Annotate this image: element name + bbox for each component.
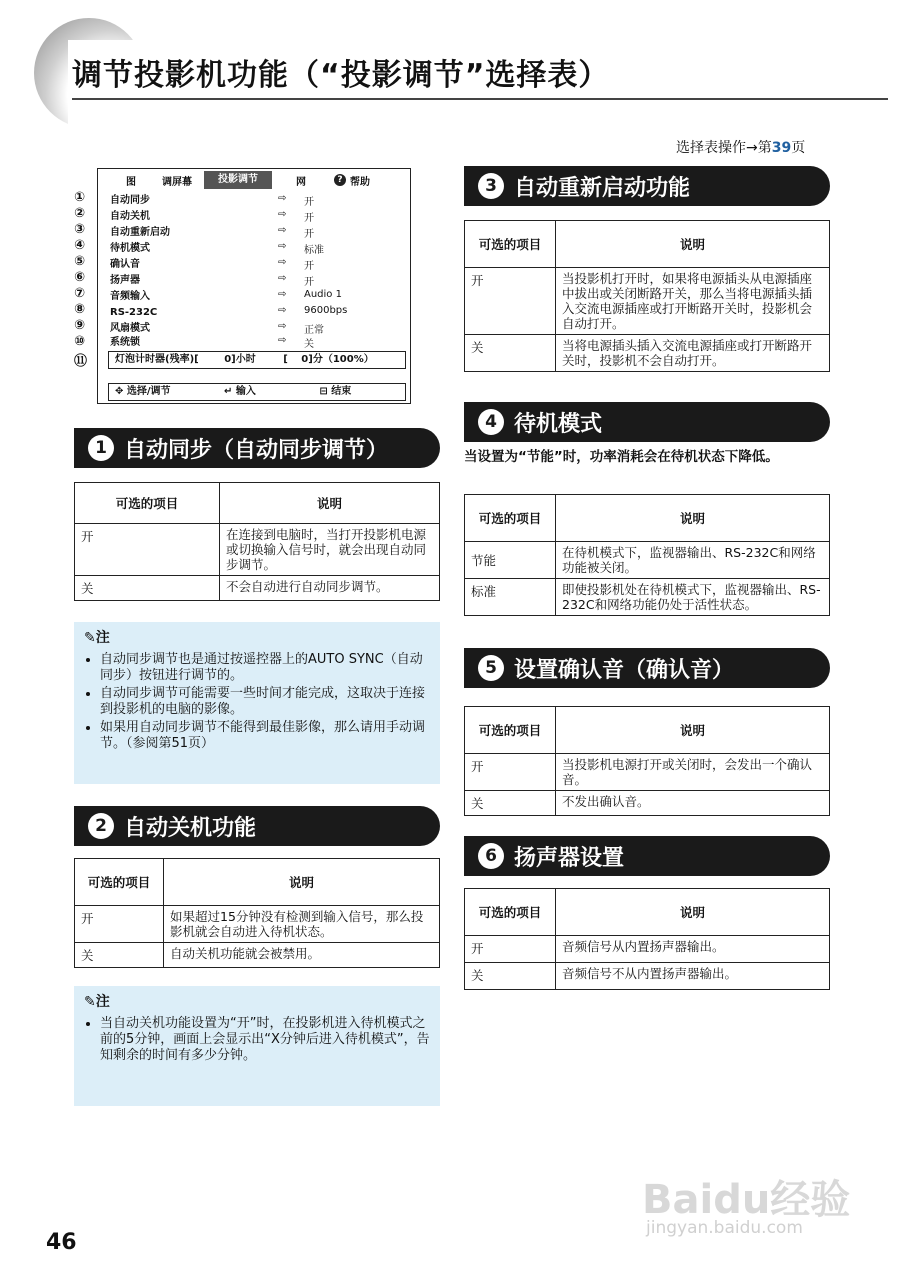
footer-end: 结束	[331, 386, 352, 397]
header-desc: 说明	[220, 483, 440, 524]
desc-cell: 在连接到电脑时，当打开投影机电源或切换输入信号时，就会出现自动同步调节。	[220, 524, 440, 576]
option-cell: 开	[465, 268, 556, 335]
table-auto-restart	[464, 220, 830, 372]
desc-cell: 自动关机功能就会被禁用。	[164, 943, 440, 968]
callout-10: ⑩	[74, 334, 86, 349]
note-heading	[84, 994, 430, 1010]
arrow-icon: ⇨	[278, 209, 287, 220]
menu-value: 开	[304, 277, 314, 288]
header-option: 可选的项目	[465, 221, 556, 268]
section-number: 4	[478, 409, 504, 435]
watermark-brand: Baidu经验	[642, 1177, 851, 1223]
menu-row-system-lock: 系统锁	[110, 337, 140, 348]
header-desc: 说明	[164, 859, 440, 906]
table-speaker	[464, 888, 830, 990]
arrow-icon: ⇨	[278, 241, 287, 252]
option-cell: 开	[75, 906, 164, 943]
callout-11: ⑪	[74, 354, 88, 369]
lamp-close: ）	[363, 354, 374, 365]
option-cell: 关	[75, 576, 220, 601]
tab-picture: 图	[126, 176, 136, 188]
section-title: 扬声器设置	[514, 845, 625, 871]
table-row	[465, 963, 830, 990]
table-row	[465, 579, 830, 616]
section-number: 6	[478, 843, 504, 869]
ref-prefix: 选择表操作	[676, 140, 746, 156]
watermark-url: jingyan.baidu.com	[646, 1218, 803, 1238]
lamp-timer-row	[108, 351, 406, 369]
header-desc: 说明	[556, 707, 830, 754]
lamp-percent: 100%	[332, 354, 364, 365]
standby-intro: 当设置为“节能”时，功率消耗会在待机状态下降低。	[464, 449, 779, 465]
lamp-mins-open: [	[283, 354, 288, 365]
section-heading-beep	[464, 648, 830, 688]
footer-enter: 输入	[235, 386, 256, 397]
desc-cell: 当投影机打开时，如果将电源插头从电源插座中拔出或关闭断路开关，那么当将电源插头插入交流电源插座或打开断路开关时，投影机会自动打开。	[556, 268, 830, 335]
option-cell: 开	[465, 754, 556, 791]
tab-screen-adjust: 调屏幕	[162, 176, 192, 188]
option-cell: 节能	[465, 542, 556, 579]
menu-screen-illustration	[97, 168, 411, 404]
table-row	[465, 542, 830, 579]
header-option: 可选的项目	[75, 859, 164, 906]
menu-row-fan-mode: 风扇模式	[110, 323, 150, 334]
note-box-auto-sync	[74, 622, 440, 784]
table-row	[465, 936, 830, 963]
arrow-icon: ⇨	[278, 257, 287, 268]
section-heading-standby-mode	[464, 402, 830, 442]
callout-3: ③	[74, 222, 86, 237]
callout-5: ⑤	[74, 254, 86, 269]
desc-cell: 在待机模式下，监视器输出、RS-232C和网络功能被关闭。	[556, 542, 830, 579]
desc-cell: 不会自动进行自动同步调节。	[220, 576, 440, 601]
table-header-row	[465, 889, 830, 936]
option-cell: 关	[465, 791, 556, 816]
table-auto-sync	[74, 482, 440, 601]
table-header-row	[465, 221, 830, 268]
arrow-icon: ⇨	[278, 273, 287, 284]
lamp-hours-unit: ]小时	[231, 354, 256, 365]
page-number: 46	[46, 1230, 77, 1255]
note-box-auto-power-off	[74, 986, 440, 1106]
table-row	[465, 754, 830, 791]
tab-projector-adjust: 投影调节	[204, 171, 272, 189]
option-cell: 关	[465, 335, 556, 372]
menu-value: 开	[304, 213, 314, 224]
note-title: 注	[95, 994, 110, 1010]
table-row	[75, 524, 440, 576]
note-list	[84, 1016, 430, 1064]
section-number: 3	[478, 173, 504, 199]
option-cell: 关	[465, 963, 556, 990]
tab-network: 网	[296, 176, 306, 188]
note-item: • 当自动关机功能设置为“开”时，在投影机进入待机模式之前的5分钟，画面上会显示出“X分钟后进入待机模式”，告知剩余的时间有多少分钟。	[100, 1016, 430, 1064]
dpad-icon: ✥	[115, 386, 124, 397]
table-row	[75, 906, 440, 943]
note-item: • 如果用自动同步调节不能得到最佳影像，那么请用手动调节。（参阅第51页）	[100, 720, 430, 752]
table-standby-mode	[464, 494, 830, 616]
lamp-label: 灯泡计时器(残率)[	[115, 354, 199, 365]
help-icon: ?	[334, 174, 346, 186]
menu-value: 关	[304, 339, 314, 350]
arrow-right-icon: →	[746, 140, 758, 156]
menu-value: Audio 1	[304, 289, 342, 300]
option-cell: 开	[465, 936, 556, 963]
table-header-row	[75, 859, 440, 906]
pencil-icon: ✎	[84, 994, 96, 1010]
header-option: 可选的项目	[465, 495, 556, 542]
ref-suffix: 页	[791, 140, 806, 156]
section-number: 5	[478, 655, 504, 681]
menu-operation-reference	[676, 137, 805, 157]
table-header-row	[465, 495, 830, 542]
header-desc: 说明	[556, 889, 830, 936]
table-auto-power-off	[74, 858, 440, 968]
lamp-mins-unit: ]分（	[308, 354, 333, 365]
tab-help: 帮助	[350, 176, 370, 188]
section-title: 待机模式	[514, 411, 603, 437]
ref-page-number: 39	[771, 140, 792, 156]
menu-tabs	[98, 169, 410, 191]
table-row	[465, 335, 830, 372]
option-cell: 关	[75, 943, 164, 968]
callout-8: ⑧	[74, 302, 86, 317]
ref-page-label: 第	[757, 140, 772, 156]
note-title: 注	[95, 630, 110, 646]
menu-row-audio-input: 音频输入	[110, 291, 150, 302]
section-heading-auto-sync	[74, 428, 440, 468]
section-heading-auto-power-off	[74, 806, 440, 846]
menu-value: 正常	[304, 325, 324, 336]
lamp-mins: 0	[301, 354, 309, 365]
menu-row-auto-restart: 自动重新启动	[110, 227, 170, 238]
desc-cell: 当将电源插头插入交流电源插座或打开断路开关时，投影机不会自动打开。	[556, 335, 830, 372]
header-option: 可选的项目	[465, 889, 556, 936]
arrow-icon: ⇨	[278, 225, 287, 236]
callout-1: ①	[74, 190, 86, 205]
menu-footer	[108, 383, 406, 401]
arrow-icon: ⇨	[278, 335, 287, 346]
section-title: 自动重新启动功能	[514, 175, 691, 201]
menu-row-auto-power-off: 自动关机	[110, 211, 150, 222]
desc-cell: 不发出确认音。	[556, 791, 830, 816]
section-heading-speaker	[464, 836, 830, 876]
option-cell: 开	[75, 524, 220, 576]
note-list	[84, 652, 430, 752]
table-row	[465, 791, 830, 816]
table-beep	[464, 706, 830, 816]
arrow-icon: ⇨	[278, 193, 287, 204]
callout-9: ⑨	[74, 318, 86, 333]
menu-row-auto-sync: 自动同步	[110, 195, 150, 206]
callout-6: ⑥	[74, 270, 86, 285]
note-heading	[84, 630, 430, 646]
section-number: 2	[88, 813, 114, 839]
menu-value: 标准	[304, 245, 324, 256]
menu-row-rs232c: RS-232C	[110, 307, 158, 318]
table-header-row	[75, 483, 440, 524]
desc-cell: 音频信号不从内置扬声器输出。	[556, 963, 830, 990]
pencil-icon: ✎	[84, 630, 96, 646]
header-desc: 说明	[556, 495, 830, 542]
header-desc: 说明	[556, 221, 830, 268]
section-title: 自动关机功能	[124, 815, 257, 841]
option-cell: 标准	[465, 579, 556, 616]
header-option: 可选的项目	[465, 707, 556, 754]
menu-value: 9600bps	[304, 305, 348, 316]
section-title: 自动同步（自动同步调节）	[124, 437, 389, 463]
section-heading-auto-restart	[464, 166, 830, 206]
menu-row-standby-mode: 待机模式	[110, 243, 150, 254]
menu-value: 开	[304, 197, 314, 208]
callout-2: ②	[74, 206, 86, 221]
table-header-row	[465, 707, 830, 754]
header-option: 可选的项目	[75, 483, 220, 524]
menu-value: 开	[304, 261, 314, 272]
page-title: 调节投影机功能（“投影调节”选择表）	[72, 58, 610, 93]
arrow-icon: ⇨	[278, 321, 287, 332]
table-row	[75, 943, 440, 968]
end-icon: ⊟	[319, 386, 328, 397]
menu-row-speaker: 扬声器	[110, 275, 140, 286]
arrow-icon: ⇨	[278, 289, 287, 300]
footer-select: 选择/调节	[126, 386, 171, 397]
menu-value: 开	[304, 229, 314, 240]
note-item: • 自动同步调节也是通过按遥控器上的AUTO SYNC（自动同步）按钮进行调节的。	[100, 652, 430, 684]
note-item: • 自动同步调节可能需要一些时间才能完成，这取决于连接到投影机的电脑的影像。	[100, 686, 430, 718]
section-number: 1	[88, 435, 114, 461]
callout-7: ⑦	[74, 286, 86, 301]
desc-cell: 如果超过15分钟没有检测到输入信号，那么投影机就会自动进入待机状态。	[164, 906, 440, 943]
section-title: 设置确认音（确认音）	[514, 657, 735, 683]
table-row	[75, 576, 440, 601]
desc-cell: 音频信号从内置扬声器输出。	[556, 936, 830, 963]
table-row	[465, 268, 830, 335]
desc-cell: 即使投影机处在待机模式下，监视器输出、RS-232C和网络功能仍处于活性状态。	[556, 579, 830, 616]
menu-row-beep: 确认音	[110, 259, 140, 270]
callout-4: ④	[74, 238, 86, 253]
title-underline	[72, 98, 888, 100]
lamp-hours: 0	[224, 354, 232, 365]
enter-icon: ↵	[224, 386, 233, 397]
desc-cell: 当投影机电源打开或关闭时，会发出一个确认音。	[556, 754, 830, 791]
arrow-icon: ⇨	[278, 305, 287, 316]
